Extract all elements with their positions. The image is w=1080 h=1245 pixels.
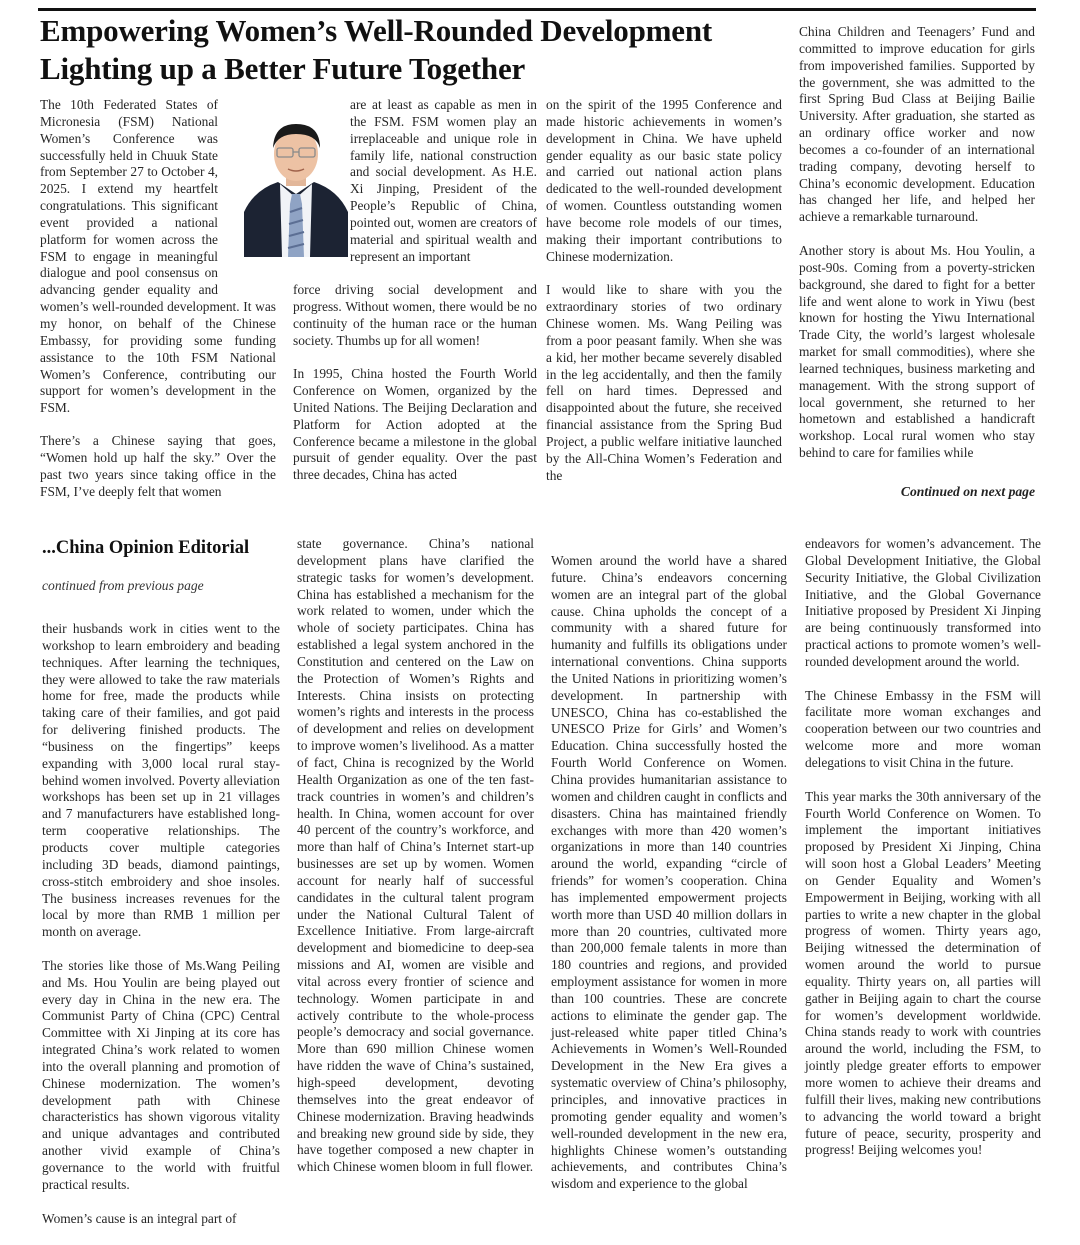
continued-from-previous-page: continued from previous page [42, 578, 204, 593]
photo-wrap-spacer [218, 97, 276, 283]
paragraph: The Chinese Embassy in the FSM will facilitate more woman exchanges and cooperation between our two countries and welcome more and more woman delegations to visit China in the future. [805, 687, 1041, 770]
top-rule [38, 8, 1036, 11]
paragraph: There’s a Chinese saying that goes, “Women hold up half the sky.” Over the past two years since taking office in the FSM, I’ve deeply felt that women [40, 433, 276, 499]
page2-column-2 [297, 536, 534, 1176]
paragraph: Women around the world have a shared future. China’s endeavors concerning women are an integral part of the global cause. China upholds the concept of a community with a shared future for humanity and fulfills its obligations under international conventions. China supports the United Nations in prioritizing women’s development. In partnership with UNESCO, China has co-established the UNESCO Prize for Girls’ and Women’s Education. China successfully hosted the Fourth World Conference on Women. China provides humanitarian assistance to women and children caught in conflicts and disasters. China has maintained friendly exchanges with more than 420 women’s organizations in more than 140 countries around the world, expanding “circle of friends” for women’s cooperation. China has implemented empowerment projects worth more than USD 40 million dollars in more than 20 countries, cultivated more than 200,000 female talents in more than 180 countries and regions, and provided employment assistance for women in more than 100 countries. These are concrete actions to eliminate the gender gap. The just-released white paper titled China’s Achievements in Women’s Well-Rounded Development in the New Era gives a systematic overview of China’s philosophy, principles, and innovative practices in promoting gender equality and women’s well-rounded development in the new era, highlights Chinese women’s outstanding achievements, and contributes China’s wisdom and experience to the global [551, 553, 787, 1192]
page1-column-1 [40, 97, 276, 417]
headline [40, 12, 800, 88]
page1-column-2-lower [293, 282, 537, 484]
page2-column-1 [42, 621, 280, 1227]
page1-column-1-continued [40, 433, 276, 500]
paragraph: Women’s cause is an integral part of [42, 1210, 237, 1226]
section-title: ...China Opinion Editorial [42, 538, 250, 558]
paragraph: This year marks the 30th anniversary of the Fourth World Conference on Women. To implement the important initiatives proposed by President Xi Jinping, China will soon host a Global Leaders’ Meeting on Gender Equality and Women’s Empowerment in Beijing, working with all parties to write a new chapter in the global progress of women. Thirty years ago, Beijing witnessed the determination of women around the world to pursue equality. Thirty years on, all parties will gather in Beijing again to chart the course for women’s development worldwide. China stands ready to work with countries around the world, including the FSM, to jointly pledge greater efforts to empower more women to achieve their dreams and fulfill their lives, making new contributions to advancing the world toward a bright future of peace, security, prosperity and progress! Beijing welcomes you! [805, 788, 1041, 1158]
paragraph: The stories like those of Ms.Wang Peiling and Ms. Hou Youlin are being played out every day in China in the new era. The Communist Party of China (CPC) Central Committee with Xi Jinping at its core has integrated China’s work related to women into the overall planning and promotion of Chinese modernization. The women’s development path with Chinese characteristics has shown vigorous vitality and unique advantages and contributed another vivid example of China’s governance to the world with fruitful practical results. [42, 957, 280, 1192]
paragraph: are at least as capable as men in the FSM. FSM women play an irreplaceable and unique role in family life, national construction and social development. As H.E. Xi Jinping, President of the People’s Republic of China, pointed out, women are creators of material and spiritual wealth and represent an important [350, 97, 537, 264]
headline-line-1: Empowering Women’s Well-Rounded Development [40, 13, 712, 48]
paragraph: The 10th Federated States of Micronesia (FSM) National Women’s Conference was successfully held in Chuuk State from September 27 to October 4, 2025. I extend my heartfelt congratulations. This significant event provided a national platform for women across the FSM to engage in meaningful dialogue and pool consensus on advancing gender equality and women’s well-rounded development. It was my honor, on behalf of the Chinese Embassy, for providing some funding assistance to the 10th FSM National Women’s Conference, contributing our support for women’s development in the FSM. [40, 97, 276, 416]
paragraph: In 1995, China hosted the Fourth World Conference on Women, organized by the United Nations. The Beijing Declaration and Platform for Action adopted at the Conference became a milestone in the global pursuit of gender equality. Over the past three decades, China has acted [293, 366, 537, 483]
page1-column-2-upper [350, 97, 537, 265]
paragraph: their husbands work in cities went to the workshop to learn embroidery and beading techniques. After learning the techniques, they were allowed to take the raw materials home for free, made the products while taking care of their families, and got paid for delivering finished products. The “business on the fingertips” keeps expanding with 3,000 local rural stay-behind women involved. Poverty alleviation workshops has been set up in 21 villages and 7 manufacturers have established long-term cooperative relationships. The products cover multiple categories including 3D beads, diamond paintings, cross-stitch embroidery and shoe insoles. The business increases revenues for the local by more than RMB 1 million per month on average. [42, 621, 280, 940]
page2-column-3 [551, 553, 787, 1193]
page1-column-4 [799, 24, 1035, 462]
paragraph: China Children and Teenagers’ Fund and committed to improve education for girls from impoverished families. Supported by the government, she was admitted to the first Spring Bud Class at Beijing Bailie University. After graduation, she started as an ordinary office worker and now becomes a co-founder of an international trading company, devoting herself to China’s economic development. Education has changed her life, and helped her achieve a remarkable turnaround. [799, 24, 1035, 225]
paragraph: force driving social development and progress. Without women, there would be no continuity of the human race or the human society. Thumbs up for all women! [293, 282, 537, 348]
paragraph: endeavors for women’s advancement. The Global Development Initiative, the Global Security Initiative, the Global Civilization Initiative, and the Global Governance Initiative proposed by President Xi Jinping are being continuously transformed into practical actions to promote women’s well-rounded development around the world. [805, 536, 1041, 669]
paragraph: on the spirit of the 1995 Conference and made historic achievements in women’s development in China. We have upheld gender equality as our basic state policy and carried out national action plans dedicated to the well-rounded development of women. Countless outstanding women have become role models of our times, making their important contributions to Chinese modernization. [546, 97, 782, 264]
paragraph: state governance. China’s national development plans have clarified the strategic tasks for women’s development. China has established a mechanism for the work related to women, under which the whole of society participates. China has established a legal system anchored in the Constitution and centered on the Law on the Protection of Women’s Rights and Interests. China insists on protecting women’s rights and interests in the process of development and relies on development to improve women’s livelihood. As a matter of fact, China is recognized by the World Health Organization as one of the ten fast-track countries in women’s and children’s health. In China, women account for over 40 percent of the country’s workforce, and more than half of China’s Internet start-up businesses are set up by women. Women account for nearly half of successful candidates in the cultural talent program under the National Cultural Talent of Excellence Initiative. From large-aircraft development and biomedicine to deep-sea missions and AI, women are visible and vital across every frontier of science and technology. Women participate in and actively contribute to the whole-process people’s democracy and social governance. More than 690 million Chinese women have ridden the wave of China’s sustained, high-speed development, devoting themselves into the great endeavor of Chinese modernization. Braving headwinds and breaking new ground side by side, they have together composed a new chapter in which Chinese women bloom in full flower. [297, 536, 534, 1175]
continued-on-next-page: Continued on next page [900, 484, 1035, 499]
paragraph: Another story is about Ms. Hou Youlin, a post-90s. Coming from a poverty-stricken background, she dared to fight for a better life and went alone to work in Yiwu (best known for hosting the Yiwu International Trade City, the world’s largest wholesale market for small commodities), where she learned techniques, business marketing and management. With the strong support of local government, she returned to her hometown and established a handicraft workshop. Local rural women who stay behind to care for families while [799, 242, 1035, 461]
page2-column-4 [805, 536, 1041, 1159]
page1-column-3 [546, 97, 782, 484]
paragraph: I would like to share with you the extraordinary stories of two ordinary Chinese women. Ms. Wang Peiling was from a poor peasant family. When she was a kid, her mother became severely disabled in the leg accidentally, and then the family fell on hard times. Depressed and disappointed about the future, she received financial assistance from the Spring Bud Project, a public welfare initiative launched by the All-China Women’s Federation and the [546, 282, 782, 483]
headline-line-2: Lighting up a Better Future Together [40, 51, 526, 86]
